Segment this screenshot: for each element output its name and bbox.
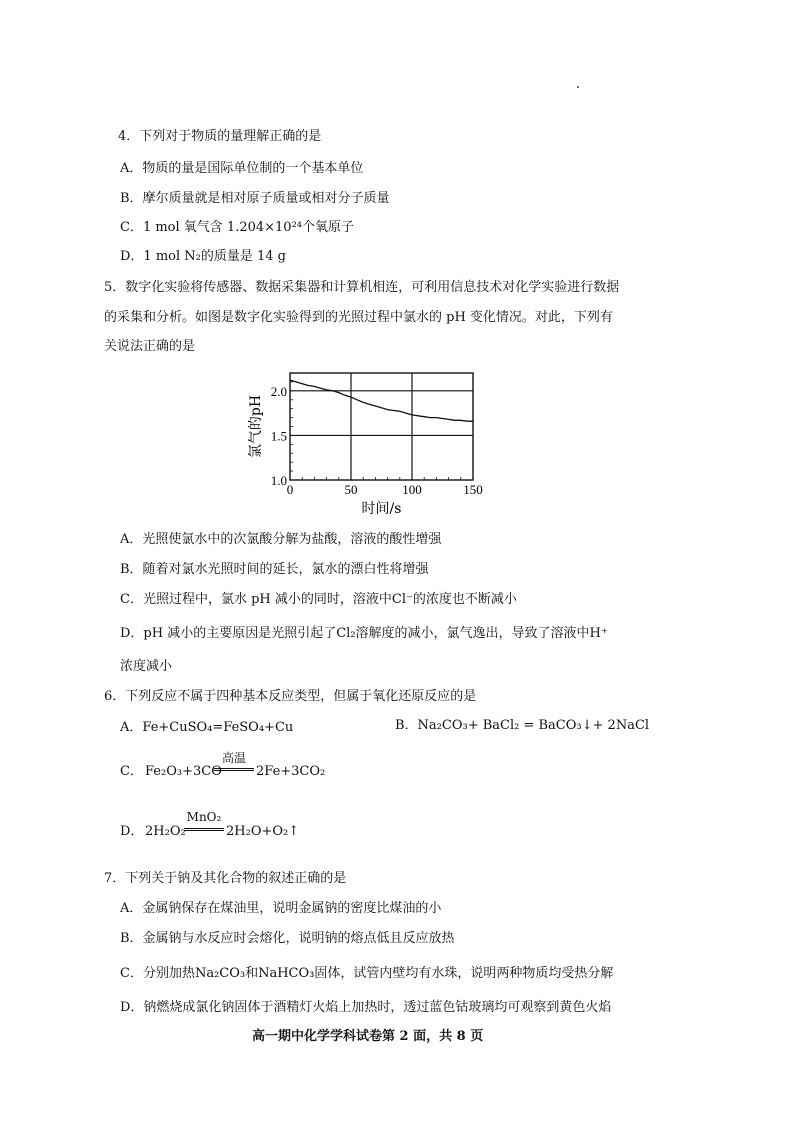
scan-speck	[577, 86, 579, 88]
y-tick-label: 2.0	[270, 383, 287, 399]
q6-option-d-left: 2H₂O₂	[145, 824, 186, 839]
q6-option-d-condition: MnO₂	[186, 810, 222, 824]
x-tick-label: 100	[402, 482, 422, 497]
q5-stem-line-1: 5．数字化实验将传感器、数据采集器和计算机相连，可利用信息技术对化学实验进行数据	[104, 280, 620, 295]
ph-chart	[240, 358, 500, 528]
q5-option-a: A．光照使氯水中的次氯酸分解为盐酸，溶液的酸性增强	[120, 532, 442, 547]
q5-option-b: B．随着对氯水光照时间的延长，氯水的漂白性将增强	[120, 562, 429, 577]
q7-option-a: A．金属钠保存在煤油里，说明金属钠的密度比煤油的小	[120, 901, 442, 916]
q6-option-d-label: D．	[120, 824, 144, 839]
x-tick-label: 150	[463, 482, 483, 497]
ph-chart-svg	[240, 358, 500, 528]
q5-stem-line-2: 的采集和分析。如图是数字化实验得到的光照过程中氯水的 pH 变化情况。对此，下列有	[104, 310, 613, 325]
y-tick-label: 1.5	[270, 428, 287, 444]
q5-option-d: D．pH 减小的主要原因是光照引起了Cl₂溶解度的减小，氯气逸出，导致了溶液中H⁺	[120, 626, 608, 641]
page-footer: 高一期中化学学科试卷第 2 面，共 8 页	[252, 1029, 484, 1044]
q7-option-b: B．金属钠与水反应时会熔化，说明钠的熔点低且反应放热	[120, 931, 455, 946]
plot-frame	[290, 373, 473, 480]
q6-option-c-label: C．	[120, 764, 143, 779]
x-tick-label: 50	[344, 482, 358, 497]
q6-stem: 6．下列反应不属于四种基本反应类型，但属于氧化还原反应的是	[104, 689, 477, 704]
q4-option-d: D．1 mol N₂的质量是 14 g	[120, 249, 286, 264]
q6-option-b: B．Na₂CO₃+ BaCl₂ = BaCO₃↓+ 2NaCl	[395, 718, 650, 733]
q4-stem: 4．下列对于物质的量理解正确的是	[118, 129, 322, 144]
q6-option-c-equals	[214, 768, 254, 771]
ph-series-line	[290, 380, 473, 421]
q6-option-c-right: 2Fe+3CO₂	[256, 764, 326, 779]
q4-option-a: A．物质的量是国际单位制的一个基本单位	[120, 161, 364, 176]
q6-option-d-equals	[184, 828, 224, 831]
q6-option-d-right: 2H₂O+O₂↑	[226, 824, 300, 839]
q7-option-d: D．钠燃烧成氯化钠固体于酒精灯火焰上加热时，透过蓝色钴玻璃均可观察到黄色火焰	[120, 1000, 612, 1015]
y-axis-label: 氯气的pH	[248, 394, 264, 459]
q5-option-d-cont: 浓度减小	[120, 659, 173, 674]
q5-stem-line-3: 关说法正确的是	[104, 339, 196, 354]
q6-option-a: A．Fe+CuSO₄=FeSO₄+Cu	[120, 720, 294, 735]
q4-option-b: B．摩尔质量就是相对原子质量或相对分子质量	[120, 191, 390, 206]
q4-option-c: C．1 mol 氧气含 1.204×10²⁴个氧原子	[120, 220, 355, 235]
q7-stem: 7．下列关于钠及其化合物的叙述正确的是	[104, 871, 347, 886]
q7-option-c: C．分别加热Na₂CO₃和NaHCO₃固体，试管内壁均有水珠，说明两种物质均受热分解	[120, 966, 614, 981]
q5-option-c: C．光照过程中，氯水 pH 减小的同时，溶液中Cl⁻的浓度也不断减小	[120, 592, 517, 607]
x-axis-label: 时间/s	[361, 501, 402, 517]
y-tick-label: 1.0	[270, 473, 287, 488]
x-tick-label: 0	[286, 482, 294, 497]
q6-option-c-left: Fe₂O₃+3CO	[145, 764, 222, 779]
q6-option-c-condition: 高温	[221, 751, 246, 765]
